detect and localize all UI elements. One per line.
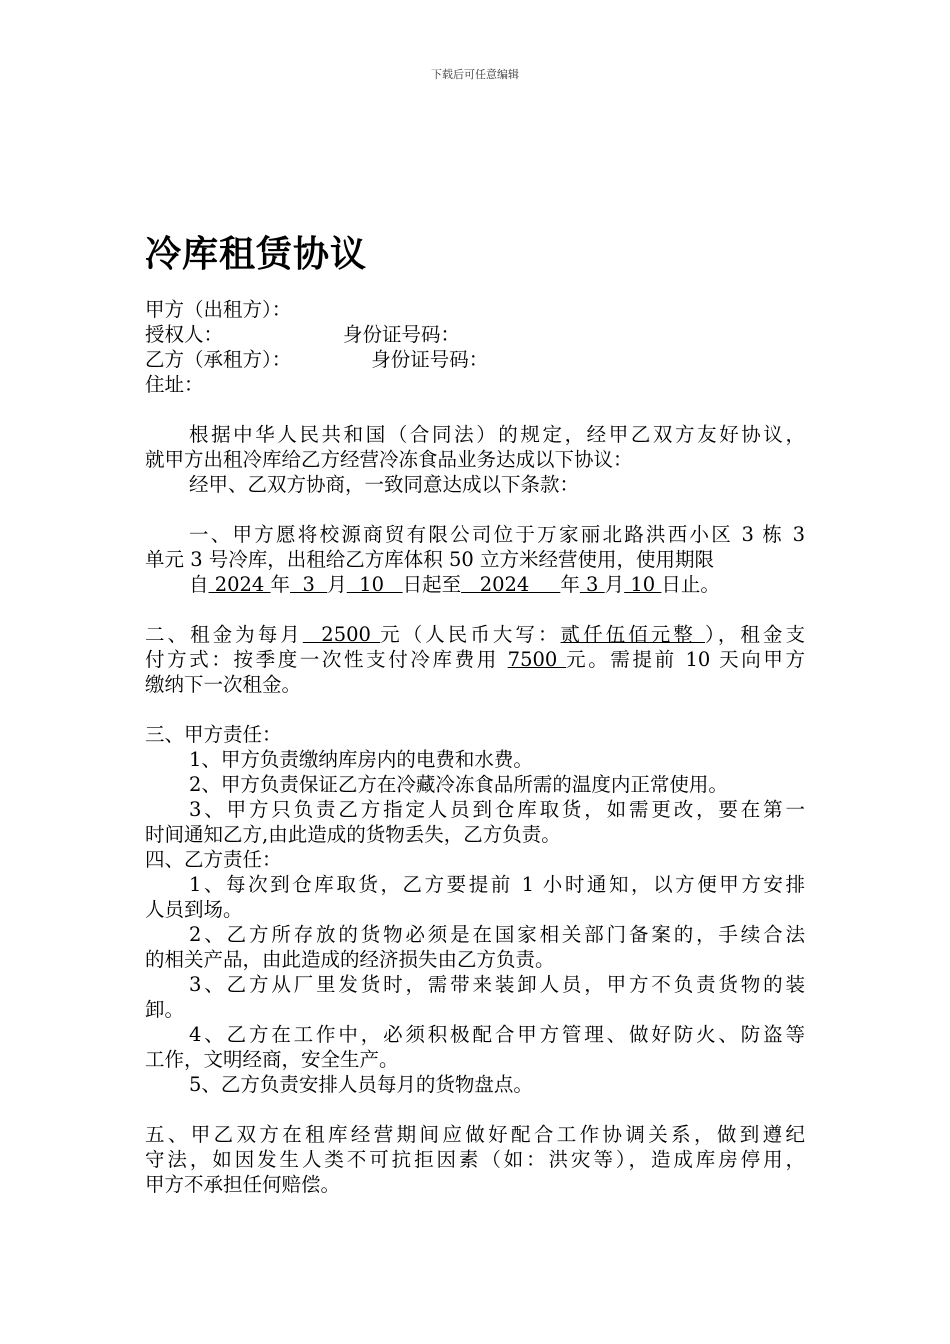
text-segment: 甲方不承担任何赔偿。 — [145, 1173, 341, 1196]
text-segment: 元。需提前 10 天向甲方 — [566, 648, 805, 671]
blank-line — [145, 497, 805, 522]
text-segment: 甲方（出租方）： — [145, 298, 292, 321]
text-segment: 身份证号码： — [371, 348, 489, 371]
filled-field: 3 — [290, 573, 328, 596]
text-segment: 授权人： — [145, 323, 224, 346]
text-line — [145, 897, 805, 922]
text-line — [145, 1122, 805, 1147]
text-segment: 月 — [604, 573, 625, 596]
text-line — [145, 647, 805, 672]
text-segment: 经甲、乙双方协商，一致同意达成以下条款： — [189, 473, 580, 496]
text-segment: 年 — [560, 573, 580, 596]
blank-line — [145, 597, 805, 622]
text-segment: 元（人民币大写： — [380, 623, 561, 646]
text-segment: 时间通知乙方,由此造成的货物丢失，乙方负责。 — [145, 823, 561, 846]
text-line — [145, 847, 805, 872]
text-segment: 的相关产品，由此造成的经济损失由乙方负责。 — [145, 948, 555, 971]
text-line — [145, 997, 805, 1022]
text-segment: 3、甲方只负责乙方指定人员到仓库取货，如需更改，要在第一 — [189, 798, 805, 821]
filled-field: 3 — [579, 573, 605, 596]
blank-line — [145, 397, 805, 422]
text-segment: 年 — [270, 573, 291, 596]
blank-line — [145, 1097, 805, 1122]
text-segment: 住址： — [145, 373, 204, 396]
text-segment: 工作，文明经商，安全生产。 — [145, 1048, 399, 1071]
text-line — [145, 822, 805, 847]
text-line — [145, 872, 805, 897]
text-segment: 四、乙方责任： — [145, 848, 282, 871]
text-line — [145, 1047, 805, 1072]
text-line — [145, 722, 805, 747]
text-line — [145, 547, 805, 572]
text-line — [145, 922, 805, 947]
text-segment: 1、每次到仓库取货，乙方要提前 1 小时通知，以方便甲方安排 — [189, 873, 805, 896]
filled-field: 2500 — [302, 623, 381, 646]
document-title: 冷库租赁协议 — [145, 234, 368, 275]
text-segment: 一、甲方愿将校源商贸有限公司位于万家丽北路洪西小区 3 栋 3 — [189, 523, 805, 546]
text-segment: 4、乙方在工作中，必须积极配合甲方管理、做好防火、防盗等 — [189, 1023, 805, 1046]
text-segment: 人员到场。 — [145, 898, 243, 921]
text-line — [145, 1147, 805, 1172]
text-segment: 日止。 — [661, 573, 720, 596]
text-segment: 2、甲方负责保证乙方在冷藏冷冻食品所需的温度内正常使用。 — [189, 773, 728, 796]
text-line — [145, 622, 805, 647]
text-line — [145, 772, 805, 797]
text-segment: 身份证号码： — [343, 323, 461, 346]
text-segment: 乙方（承租方）： — [145, 348, 292, 371]
text-segment: ），租金支 — [705, 623, 805, 646]
text-line — [145, 297, 805, 322]
text-segment: 二、租金为每月 — [145, 623, 303, 646]
filled-field: 10 — [624, 573, 662, 596]
text-segment: 1、甲方负责缴纳库房内的电费和水费。 — [189, 748, 533, 771]
filled-field: 2024 — [461, 573, 561, 596]
text-segment: 缴纳下一次租金。 — [145, 673, 302, 696]
text-segment: 3、乙方从厂里发货时，需带来装卸人员，甲方不负责货物的装 — [189, 973, 805, 996]
text-line — [145, 422, 805, 447]
filled-field: 贰仟伍佰元整 — [560, 623, 706, 646]
text-segment: 就甲方出租冷库给乙方经营冷冻食品业务达成以下协议： — [145, 448, 633, 471]
text-line — [145, 797, 805, 822]
text-line — [145, 1172, 805, 1197]
text-segment: 五、甲乙双方在租库经营期间应做好配合工作协调关系，做到遵纪 — [145, 1123, 805, 1146]
filled-field: 10 — [346, 573, 403, 596]
text-segment: 三、甲方责任： — [145, 723, 282, 746]
text-line — [145, 322, 805, 347]
filled-field: 2024 — [208, 573, 271, 596]
text-segment: 5、乙方负责安排人员每月的货物盘点。 — [189, 1073, 533, 1096]
text-line — [145, 572, 805, 597]
text-line — [145, 947, 805, 972]
text-line — [145, 472, 805, 497]
blank-line — [145, 697, 805, 722]
text-line — [145, 1072, 805, 1097]
text-line — [145, 447, 805, 472]
text-segment: 守法，如因发生人类不可抗拒因素（如：洪灾等），造成库房停用， — [145, 1148, 805, 1171]
text-line — [145, 972, 805, 997]
text-segment: 自 — [189, 573, 209, 596]
text-segment: 日起至 — [402, 573, 462, 596]
text-segment: 月 — [327, 573, 347, 596]
text-segment: 卸。 — [145, 998, 185, 1021]
text-line — [145, 347, 805, 372]
text-segment: 付方式：按季度一次性支付冷库费用 — [145, 648, 508, 671]
filled-field: 7500 — [507, 648, 567, 671]
text-segment: 单元 3 号冷库，出租给乙方库体积 50 立方米经营使用，使用期限 — [145, 548, 715, 571]
text-line — [145, 672, 805, 697]
text-segment: 2、乙方所存放的货物必须是在国家相关部门备案的，手续合法 — [189, 923, 805, 946]
text-line — [145, 1022, 805, 1047]
text-line — [145, 372, 805, 397]
page-header: 下载后可任意编辑 — [431, 68, 519, 81]
text-segment: 根据中华人民共和国（合同法）的规定，经甲乙双方友好协议， — [189, 423, 805, 446]
text-line — [145, 747, 805, 772]
text-line — [145, 522, 805, 547]
document-body — [145, 297, 805, 1197]
